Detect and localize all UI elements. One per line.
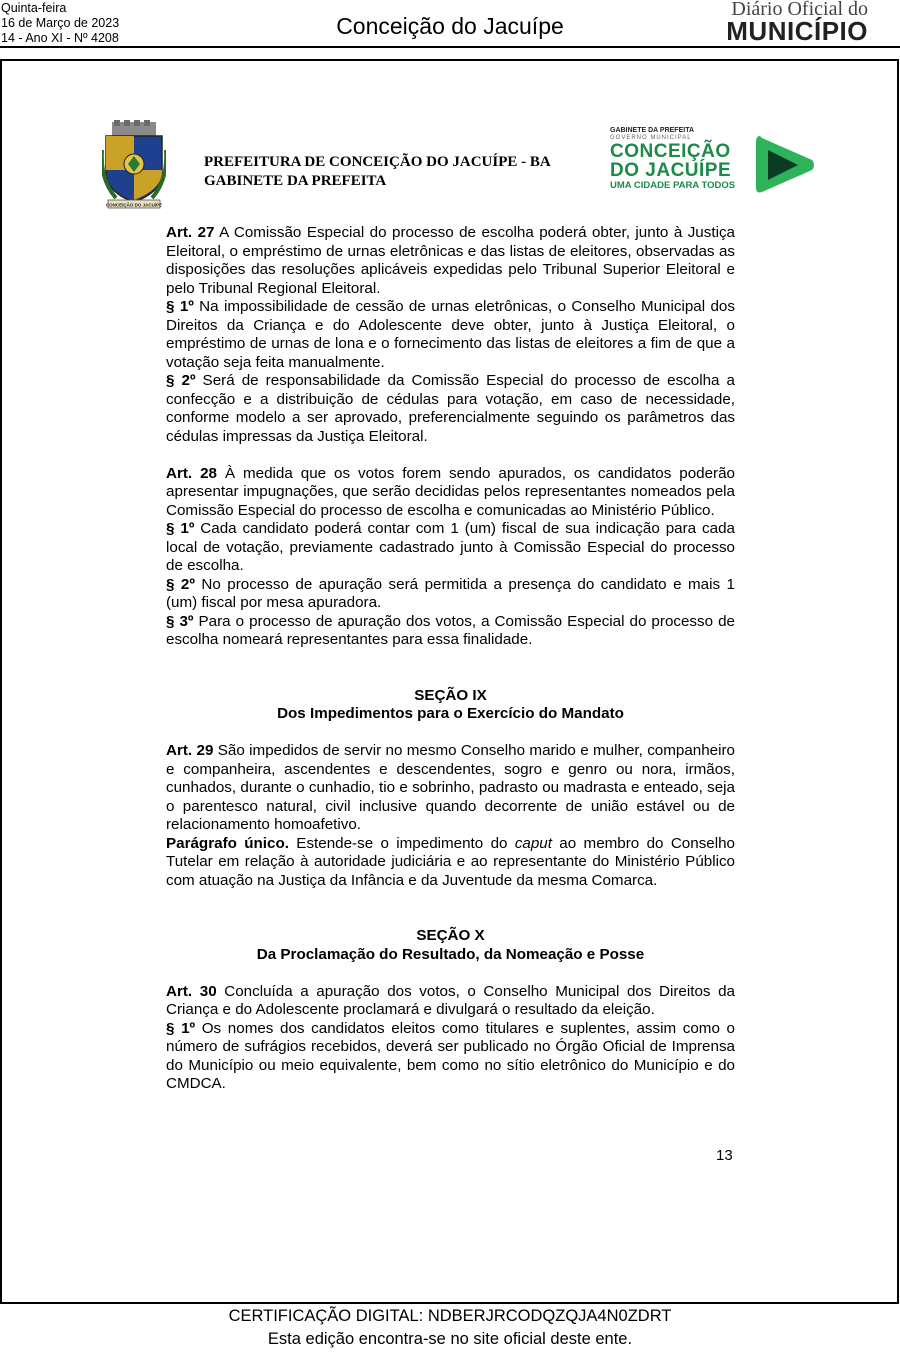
logo-line1: Diário Oficial do bbox=[731, 0, 868, 20]
city-title: Conceição do Jacuípe bbox=[336, 13, 564, 39]
art29-pu-text-b: ao membro do Conselho Tutelar em relação à autoridade judiciária e ao representante do Ministério Público com atuação na Justiça da Infância e da Juventude da mesma Comarca. bbox=[166, 834, 735, 889]
art27-caput bbox=[166, 224, 735, 298]
art29-label: Art. 29 bbox=[166, 742, 214, 759]
play-arrow-icon bbox=[754, 132, 816, 198]
letterhead-text bbox=[204, 153, 551, 191]
art27-p2-text: Será de responsabilidade da Comissão Especial do processo de escolha a confecção e a distribuição de cédulas para votação, em caso de necessidade, conforme modelo a ser aprovado, preferencialmente seguindo os parâmetros das cédulas impressas da Justiça Eleitoral. bbox=[166, 372, 735, 445]
art28-p2-text: No processo de apuração será permitida a presença do candidato e mais 1 (um) fiscal por mesa apuradora. bbox=[166, 575, 735, 611]
letterhead-line1: PREFEITURA DE CONCEIÇÃO DO JACUÍPE - BA bbox=[204, 154, 551, 170]
art27-p2-label: § 2º bbox=[166, 372, 196, 389]
page-number: 13 bbox=[716, 1147, 733, 1164]
art28-label: Art. 28 bbox=[166, 464, 217, 482]
logo-line2: MUNICÍPIO bbox=[726, 16, 868, 46]
section10-subheading: Da Proclamação do Resultado, da Nomeação e Posse bbox=[256, 945, 645, 963]
art27-p1-label: § 1º bbox=[166, 298, 194, 315]
brand-tagline: UMA CIDADE PARA TODOS bbox=[610, 180, 736, 191]
art28-p1-text: Cada candidato poderá contar com 1 (um) fiscal de sua indicação para cada local de votação, previamente cadastrado junto à Comissão Especial do processo de escolha. bbox=[166, 520, 735, 574]
art27-p1-text: Na impossibilidade de cessão de urnas eletrônicas, o Conselho Municipal dos Direitos da Criança e do Adolescente deve obter, junto à Justiça Eleitoral, o empréstimo de urnas de lona e o fornecimento das listas de eleitores a fim de que a votação seja feita manualmente. bbox=[166, 298, 735, 371]
crest-caption: CONCEIÇÃO DO JACUÍPE bbox=[105, 202, 163, 208]
art28-p3-text: Para o processo de apuração dos votos, a Comissão Especial do processo de escolha nomeará representantes para essa finalidade. bbox=[166, 612, 735, 648]
edition-number: 14 - Ano XI - Nº 4208 bbox=[1, 31, 119, 45]
art27-label: Art. 27 bbox=[166, 224, 215, 241]
section10-heading: SEÇÃO X bbox=[416, 927, 485, 944]
art29-caput bbox=[166, 742, 735, 835]
section9-heading: SEÇÃO IX bbox=[414, 686, 487, 704]
footer-note: Esta edição encontra-se no site oficial deste ente. bbox=[267, 1330, 633, 1348]
art27-paragraph-1 bbox=[166, 298, 735, 372]
document-body bbox=[166, 224, 735, 1094]
art30-p1-label: § 1º bbox=[166, 1019, 196, 1037]
diario-oficial-logo bbox=[700, 0, 868, 44]
municipal-crest-icon bbox=[102, 120, 166, 210]
art28-paragraph-2 bbox=[166, 576, 735, 613]
art28-caput bbox=[166, 465, 735, 521]
header-rule bbox=[0, 46, 900, 48]
art30-caput bbox=[166, 983, 735, 1020]
art29-pu-italic: caput bbox=[514, 834, 552, 852]
letterhead-line2: GABINETE DA PREFEITA bbox=[204, 173, 387, 189]
art30-text: Concluída a apuração dos votos, o Conselho Municipal dos Direitos da Criança e do Adolescente proclamará e divulgará o resultado da eleição. bbox=[166, 982, 735, 1018]
art27-paragraph-2 bbox=[166, 372, 735, 446]
weekday: Quinta-feira bbox=[1, 1, 67, 15]
digital-certification: CERTIFICAÇÃO DIGITAL: NDBERJRCODQZQJA4N0ZDRT bbox=[228, 1307, 672, 1325]
art28-text: À medida que os votos forem sendo apurados, os candidatos poderão apresentar impugnações, que serão decididas pelos representantes nomeados pela Comissão Especial do processo de escolha e comunicadas ao Ministério Público. bbox=[166, 464, 735, 519]
art28-p3-label: § 3º bbox=[166, 612, 194, 630]
art28-p1-label: § 1º bbox=[166, 520, 195, 537]
brand-name2: DO JACUÍPE bbox=[610, 160, 732, 181]
art29-sole-paragraph bbox=[166, 835, 735, 891]
issue-date: 16 de Março de 2023 bbox=[1, 16, 120, 30]
art29-pu-text-a: Estende-se o impedimento do bbox=[288, 834, 515, 852]
art29-pu-label: Parágrafo único. bbox=[166, 834, 289, 852]
art28-p2-label: § 2º bbox=[166, 575, 195, 593]
art30-label: Art. 30 bbox=[166, 982, 217, 1000]
art30-paragraph-1 bbox=[166, 1020, 735, 1094]
brand-top: GABINETE DA PREFEITA bbox=[610, 127, 695, 134]
art28-paragraph-3 bbox=[166, 613, 735, 650]
brand-sub: GOVERNO MUNICIPAL bbox=[610, 135, 692, 141]
art28-paragraph-1 bbox=[166, 520, 735, 576]
art30-p1-text: Os nomes dos candidatos eleitos como titulares e suplentes, assim como o número de sufrágios recebidos, deverá ser publicado no Órgão Oficial de Imprensa do Município ou meio equivalente, bem como no sítio eletrônico do Município e do CMDCA. bbox=[166, 1019, 735, 1092]
city-brand-logo bbox=[610, 126, 820, 198]
brand-name1: CONCEIÇÃO bbox=[610, 141, 731, 162]
art29-text: São impedidos de servir no mesmo Conselho marido e mulher, companheiro e companheira, ascendentes e descendentes, sogro e genro ou nora, irmãos, cunhados, durante o cunhadio, tio e sobrinho, padrasto ou madrasta e enteado, seja o parentesco natural, civil inclusive quando decorrente de união estável ou de relacionamento homoafetivo. bbox=[166, 742, 735, 833]
art27-text: A Comissão Especial do processo de escolha poderá obter, junto à Justiça Eleitoral, o empréstimo de urnas eletrônicas e das listas de eleitores, observadas as disposições das resoluções aplicáveis expedidas pelo Tribunal Superior Eleitoral e pelo Tribunal Regional Eleitoral. bbox=[166, 224, 735, 297]
section9-subheading: Dos Impedimentos para o Exercício do Mandato bbox=[277, 705, 624, 722]
